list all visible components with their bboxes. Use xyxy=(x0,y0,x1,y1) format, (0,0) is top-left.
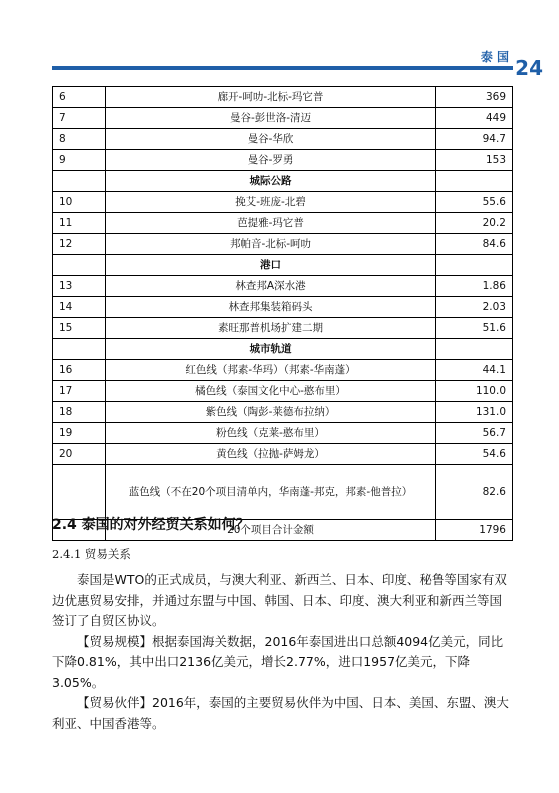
row-number-cell: 12 xyxy=(53,234,106,255)
project-name-cell: 城际公路 xyxy=(106,171,436,192)
amount-cell xyxy=(436,171,513,192)
project-name-cell: 紫色线（陶彭-莱德布拉纳） xyxy=(106,402,436,423)
table-row xyxy=(53,423,513,444)
project-name-cell: 粉色线（克莱-憨布里） xyxy=(106,423,436,444)
amount-cell: 55.6 xyxy=(436,192,513,213)
header-country: 泰 国 xyxy=(480,50,509,64)
table-row xyxy=(53,234,513,255)
project-name-cell: 曼谷-彭世洛-清迈 xyxy=(106,108,436,129)
amount-cell: 54.6 xyxy=(436,444,513,465)
table-row xyxy=(53,381,513,402)
amount-cell: 153 xyxy=(436,150,513,171)
table-row xyxy=(53,297,513,318)
table-row xyxy=(53,108,513,129)
page-number: 24 xyxy=(515,56,543,80)
amount-cell: 110.0 xyxy=(436,381,513,402)
row-number-cell xyxy=(53,255,106,276)
table-section-row xyxy=(53,339,513,360)
project-name-cell: 邦帕音-北标-呵叻 xyxy=(106,234,436,255)
amount-cell: 84.6 xyxy=(436,234,513,255)
project-name-cell: 20个项目合计金额 xyxy=(106,520,436,541)
project-table-body xyxy=(53,87,513,541)
amount-cell: 44.1 xyxy=(436,360,513,381)
row-number-cell xyxy=(53,171,106,192)
amount-cell: 1.86 xyxy=(436,276,513,297)
table-row xyxy=(53,444,513,465)
project-name-cell: 红色线（邦素-华玛）（邦素-华南蓬） xyxy=(106,360,436,381)
project-name-cell: 芭提雅-玛它普 xyxy=(106,213,436,234)
project-name-cell: 林查邦集装箱码头 xyxy=(106,297,436,318)
project-table xyxy=(52,86,513,541)
table-row xyxy=(53,465,513,520)
paragraph: 泰国是WTO的正式成员，与澳大利亚、新西兰、日本、印度、秘鲁等国家有双边优惠贸易安排，并通过东盟与中国、韩国、日本、印度、澳大利亚和新西兰等国签订了自贸区协议。 xyxy=(52,572,507,628)
table-row xyxy=(53,192,513,213)
project-name-cell: 港口 xyxy=(106,255,436,276)
project-name-cell: 曼谷-罗勇 xyxy=(106,150,436,171)
project-name-cell: 黄色线（拉抛-萨姆龙） xyxy=(106,444,436,465)
paragraph: 【贸易规模】根据泰国海关数据，2016年泰国进出口总额4094亿美元，同比下降0.81%，其中出口2136亿美元，增长2.77%，进口1957亿美元，下降3.05%。 xyxy=(52,633,504,690)
project-name-cell: 蓝色线（不在20个项目清单内，华南蓬-邦克，邦素-他普拉） xyxy=(106,465,436,520)
table-row xyxy=(53,318,513,339)
table-row xyxy=(53,213,513,234)
header-rule xyxy=(52,66,513,70)
table-row xyxy=(53,87,513,108)
paragraph: 【贸易伙伴】2016年，泰国的主要贸易伙伴为中国、日本、美国、东盟、澳大利亚、中国香港等。 xyxy=(52,695,509,731)
row-number-cell: 15 xyxy=(53,318,106,339)
row-number-cell: 8 xyxy=(53,129,106,150)
amount-cell: 369 xyxy=(436,87,513,108)
table-section-row xyxy=(53,255,513,276)
project-name-cell: 挽艾-班庞-北碧 xyxy=(106,192,436,213)
row-number-cell: 13 xyxy=(53,276,106,297)
amount-cell: 56.7 xyxy=(436,423,513,444)
amount-cell: 2.03 xyxy=(436,297,513,318)
project-name-cell: 曼谷-华欣 xyxy=(106,129,436,150)
row-number-cell: 19 xyxy=(53,423,106,444)
project-name-cell: 廊开-呵叻-北标-玛它普 xyxy=(106,87,436,108)
table-row xyxy=(53,402,513,423)
row-number-cell xyxy=(53,339,106,360)
row-number-cell: 9 xyxy=(53,150,106,171)
amount-cell xyxy=(436,255,513,276)
row-number-cell: 20 xyxy=(53,444,106,465)
row-number-cell: 6 xyxy=(53,87,106,108)
row-number-cell: 16 xyxy=(53,360,106,381)
project-name-cell: 橘色线（泰国文化中心-憨布里） xyxy=(106,381,436,402)
project-name-cell: 素旺那普机场扩建二期 xyxy=(106,318,436,339)
table-section-row xyxy=(53,171,513,192)
body-text xyxy=(52,570,514,734)
row-number-cell: 14 xyxy=(53,297,106,318)
project-name-cell: 林查邦A深水港 xyxy=(106,276,436,297)
amount-cell: 20.2 xyxy=(436,213,513,234)
table-row xyxy=(53,276,513,297)
row-number-cell: 10 xyxy=(53,192,106,213)
subsection-title: 2.4.1 贸易关系 xyxy=(52,547,131,561)
amount-cell: 82.6 xyxy=(436,465,513,520)
amount-cell: 51.6 xyxy=(436,318,513,339)
row-number-cell: 11 xyxy=(53,213,106,234)
table-row xyxy=(53,360,513,381)
amount-cell: 94.7 xyxy=(436,129,513,150)
table-row xyxy=(53,129,513,150)
section-title: 2.4 泰国的对外经贸关系如何？ xyxy=(52,517,250,533)
row-number-cell xyxy=(53,465,106,520)
amount-cell: 131.0 xyxy=(436,402,513,423)
row-number-cell: 18 xyxy=(53,402,106,423)
amount-cell xyxy=(436,339,513,360)
row-number-cell: 7 xyxy=(53,108,106,129)
table-row xyxy=(53,150,513,171)
project-name-cell: 城市轨道 xyxy=(106,339,436,360)
amount-cell: 1796 xyxy=(436,520,513,541)
amount-cell: 449 xyxy=(436,108,513,129)
row-number-cell: 17 xyxy=(53,381,106,402)
